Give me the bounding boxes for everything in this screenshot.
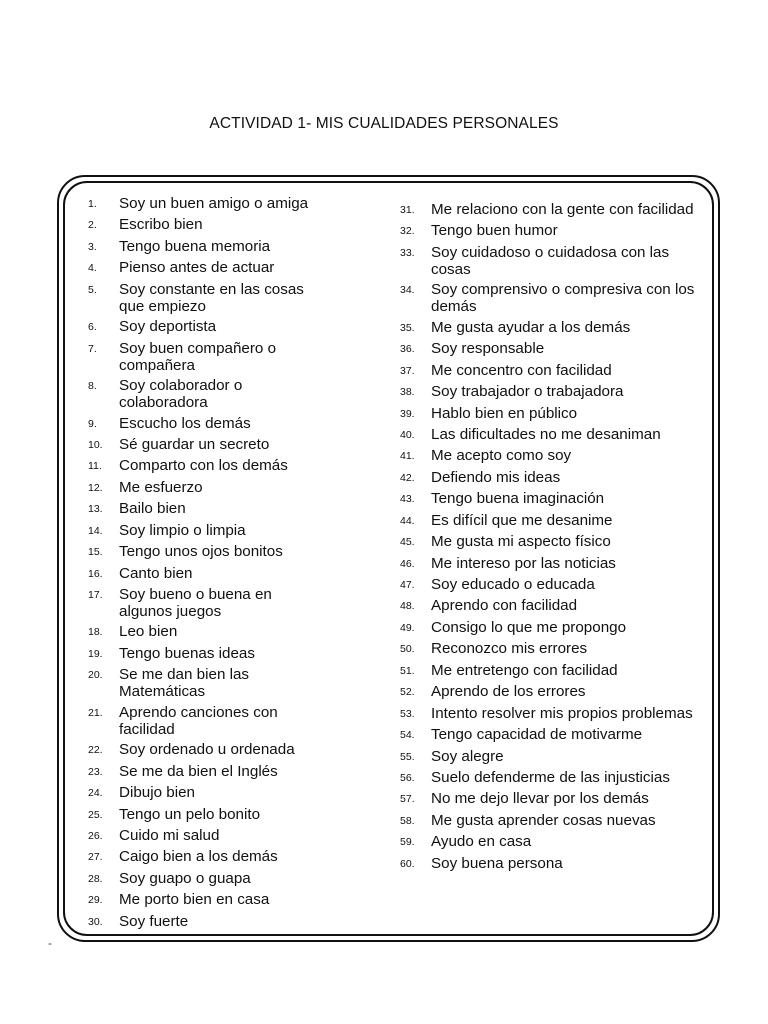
quality-item	[88, 784, 358, 802]
quality-text: Aprendo con facilidad	[431, 597, 578, 615]
quality-number: 12.	[88, 481, 103, 494]
quality-text: Consigo lo que me propongo	[431, 618, 627, 636]
quality-item	[400, 490, 720, 508]
quality-item	[400, 769, 720, 787]
quality-item	[88, 623, 358, 641]
quality-number: 13.	[88, 503, 103, 516]
quality-number: 29.	[88, 894, 103, 907]
quality-number: 44.	[400, 514, 415, 527]
quality-item	[400, 619, 720, 637]
quality-item	[400, 662, 720, 680]
quality-item	[400, 222, 720, 240]
quality-text: Soy educado o educada	[431, 576, 595, 593]
quality-number: 15.	[88, 546, 103, 559]
quality-number: 40.	[400, 428, 415, 441]
quality-number: 43.	[400, 493, 415, 506]
quality-number: 49.	[400, 621, 415, 634]
quality-item	[400, 383, 720, 401]
quality-number: 28.	[88, 872, 103, 885]
quality-item	[400, 576, 720, 594]
quality-text: Se me dan bien las Matemáticas	[119, 666, 250, 701]
quality-item	[88, 281, 358, 315]
quality-number: 30.	[88, 915, 103, 928]
quality-text: Me gusta aprender cosas nuevas	[431, 811, 656, 829]
quality-text: Me porto bien en casa	[119, 891, 270, 909]
quality-number: 14.	[88, 524, 103, 537]
quality-number: 3.	[88, 240, 97, 253]
quality-item	[400, 201, 720, 219]
quality-text: Soy ordenado u ordenada	[119, 741, 295, 759]
quality-item	[400, 319, 720, 337]
quality-text: Cuido mi salud	[119, 826, 220, 844]
quality-text: Soy un buen amigo o amiga	[119, 195, 309, 212]
quality-number: 55.	[400, 750, 415, 763]
quality-item	[400, 512, 720, 530]
quality-item	[400, 833, 720, 851]
quality-item	[88, 870, 358, 888]
quality-item	[400, 469, 720, 487]
qualities-list-right	[400, 201, 720, 876]
quality-item	[88, 522, 358, 540]
quality-text: Pienso antes de actuar	[119, 259, 275, 277]
quality-text: Escucho los demás	[119, 414, 251, 432]
quality-number: 24.	[88, 787, 103, 800]
quality-item	[88, 806, 358, 824]
quality-item	[400, 640, 720, 658]
quality-item	[88, 586, 358, 620]
quality-text: No me dejo llevar por los demás	[431, 790, 649, 808]
quality-text: Soy limpio o limpia	[119, 521, 246, 539]
quality-number: 23.	[88, 765, 103, 778]
quality-item	[88, 479, 358, 497]
quality-item	[88, 704, 358, 738]
quality-item	[88, 340, 358, 374]
quality-item	[88, 913, 358, 931]
quality-text: Soy responsable	[431, 340, 545, 358]
quality-text: Las dificultades no me desaniman	[431, 425, 661, 443]
quality-text: Hablo bien en público	[431, 404, 578, 422]
quality-item	[88, 195, 358, 213]
quality-text: Tengo buen humor	[431, 222, 558, 240]
quality-text: Tengo buenas ideas	[119, 644, 255, 662]
quality-item	[88, 457, 358, 475]
quality-item	[88, 318, 358, 336]
quality-item	[88, 741, 358, 759]
quality-item	[88, 436, 358, 454]
quality-number: 11.	[88, 460, 102, 473]
quality-number: 50.	[400, 643, 415, 656]
quality-item	[400, 855, 720, 873]
quality-item	[88, 763, 358, 781]
quality-number: 7.	[88, 342, 97, 355]
quality-number: 16.	[88, 567, 103, 580]
quality-text: Soy deportista	[119, 318, 217, 336]
quality-number: 1.	[88, 198, 97, 210]
quality-item	[88, 415, 358, 433]
quality-item	[88, 543, 358, 561]
quality-item	[400, 533, 720, 551]
quality-number: 39.	[400, 407, 415, 420]
qualities-list-left	[88, 195, 358, 934]
quality-text: Bailo bien	[119, 500, 186, 518]
quality-text: Tengo un pelo bonito	[119, 805, 261, 823]
quality-number: 31.	[400, 204, 415, 216]
quality-text: Soy constante en las cosas que empiezo	[119, 280, 304, 315]
quality-text: Tengo buena imaginación	[431, 490, 605, 508]
quality-text: Canto bien	[119, 564, 193, 582]
quality-item	[88, 666, 358, 700]
quality-text: Soy trabajador o trabajadora	[431, 383, 624, 401]
quality-number: 47.	[400, 579, 415, 591]
quality-number: 8.	[88, 380, 97, 393]
quality-number: 17.	[88, 589, 103, 601]
quality-item	[400, 683, 720, 701]
quality-item	[400, 726, 720, 744]
quality-text: Ayudo en casa	[431, 833, 532, 851]
footer-mark: -	[48, 936, 52, 950]
quality-text: Sé guardar un secreto	[119, 435, 270, 453]
quality-item	[88, 377, 358, 411]
quality-number: 18.	[88, 626, 103, 639]
quality-text: Soy alegre	[431, 747, 504, 765]
quality-number: 2.	[88, 219, 97, 232]
quality-item	[88, 238, 358, 256]
quality-text: Es difícil que me desanime	[431, 511, 613, 529]
quality-number: 41.	[400, 450, 415, 463]
quality-number: 57.	[400, 793, 415, 806]
quality-number: 35.	[400, 321, 415, 334]
quality-text: Soy bueno o buena en algunos juegos	[119, 586, 272, 620]
quality-item	[88, 827, 358, 845]
quality-text: Leo bien	[119, 623, 178, 641]
quality-number: 53.	[400, 707, 415, 720]
quality-text: Comparto con los demás	[119, 457, 288, 475]
quality-text: Me entretengo con facilidad	[431, 661, 618, 679]
quality-text: Soy buen compañero o compañera	[119, 339, 277, 374]
quality-number: 42.	[400, 471, 415, 484]
quality-text: Me esfuerzo	[119, 478, 203, 496]
quality-text: Me intereso por las noticias	[431, 554, 616, 572]
quality-item	[400, 790, 720, 808]
quality-text: Se me da bien el Inglés	[119, 762, 278, 780]
quality-text: Tengo capacidad de motivarme	[431, 726, 643, 744]
quality-text: Escribo bien	[119, 216, 203, 234]
quality-number: 10.	[88, 438, 103, 451]
quality-number: 46.	[400, 557, 415, 570]
quality-item	[400, 555, 720, 573]
quality-number: 22.	[88, 744, 103, 757]
quality-item	[400, 447, 720, 465]
quality-number: 6.	[88, 321, 97, 334]
quality-text: Reconozco mis errores	[431, 640, 588, 658]
quality-text: Soy colaborador o colaboradora	[119, 377, 243, 412]
quality-number: 38.	[400, 386, 415, 399]
quality-item	[88, 848, 358, 866]
quality-number: 37.	[400, 364, 415, 377]
quality-text: Soy cuidadoso o cuidadosa con las cosas	[431, 243, 670, 278]
quality-number: 26.	[88, 829, 103, 842]
quality-item	[400, 597, 720, 615]
quality-text: Me gusta mi aspecto físico	[431, 533, 611, 551]
quality-item	[88, 565, 358, 583]
quality-number: 5.	[88, 283, 97, 296]
quality-text: Soy fuerte	[119, 912, 189, 930]
quality-number: 4.	[88, 262, 97, 275]
quality-number: 36.	[400, 343, 415, 356]
quality-text: Soy guapo o guapa	[119, 869, 251, 887]
quality-number: 33.	[400, 246, 415, 259]
quality-number: 21.	[88, 706, 103, 719]
quality-text: Caigo bien a los demás	[119, 848, 278, 866]
quality-text: Me acepto como soy	[431, 447, 572, 465]
quality-number: 34.	[400, 284, 415, 297]
quality-text: Tengo unos ojos bonitos	[119, 543, 283, 561]
quality-text: Intento resolver mis propios problemas	[431, 704, 693, 722]
quality-number: 32.	[400, 225, 415, 238]
quality-item	[88, 645, 358, 663]
quality-item	[400, 281, 720, 315]
quality-item	[88, 259, 358, 277]
quality-item	[400, 748, 720, 766]
quality-number: 20.	[88, 669, 103, 682]
quality-number: 60.	[400, 857, 415, 870]
quality-number: 51.	[400, 664, 415, 677]
quality-item	[400, 426, 720, 444]
quality-number: 54.	[400, 729, 415, 742]
page-title: ACTIVIDAD 1- MIS CUALIDADES PERSONALES	[209, 115, 559, 132]
quality-number: 27.	[88, 851, 103, 864]
quality-item	[88, 891, 358, 909]
quality-text: Dibujo bien	[119, 784, 195, 802]
quality-text: Defiendo mis ideas	[431, 468, 561, 486]
quality-item	[400, 340, 720, 358]
quality-number: 56.	[400, 771, 415, 784]
quality-number: 45.	[400, 536, 415, 549]
quality-number: 52.	[400, 686, 415, 699]
quality-text: Me concentro con facilidad	[431, 361, 612, 379]
quality-text: Suelo defenderme de las injusticias	[431, 768, 670, 786]
quality-text: Me relaciono con la gente con facilidad	[431, 201, 694, 218]
quality-item	[400, 405, 720, 423]
quality-text: Soy buena persona	[431, 854, 563, 872]
quality-text: Aprendo de los errores	[431, 683, 586, 701]
quality-item	[88, 500, 358, 518]
quality-number: 25.	[88, 808, 103, 821]
quality-item	[400, 362, 720, 380]
quality-number: 9.	[88, 417, 97, 430]
quality-number: 48.	[400, 600, 415, 613]
quality-number: 59.	[400, 836, 415, 849]
quality-text: Soy comprensivo o compresiva con los demás	[431, 281, 695, 316]
quality-text: Me gusta ayudar a los demás	[431, 318, 631, 336]
quality-number: 58.	[400, 814, 415, 827]
quality-item	[400, 812, 720, 830]
quality-item	[400, 705, 720, 723]
quality-item	[400, 244, 720, 278]
quality-text: Tengo buena memoria	[119, 237, 271, 255]
quality-text: Aprendo canciones con facilidad	[119, 703, 278, 738]
quality-number: 19.	[88, 647, 103, 660]
quality-item	[88, 216, 358, 234]
